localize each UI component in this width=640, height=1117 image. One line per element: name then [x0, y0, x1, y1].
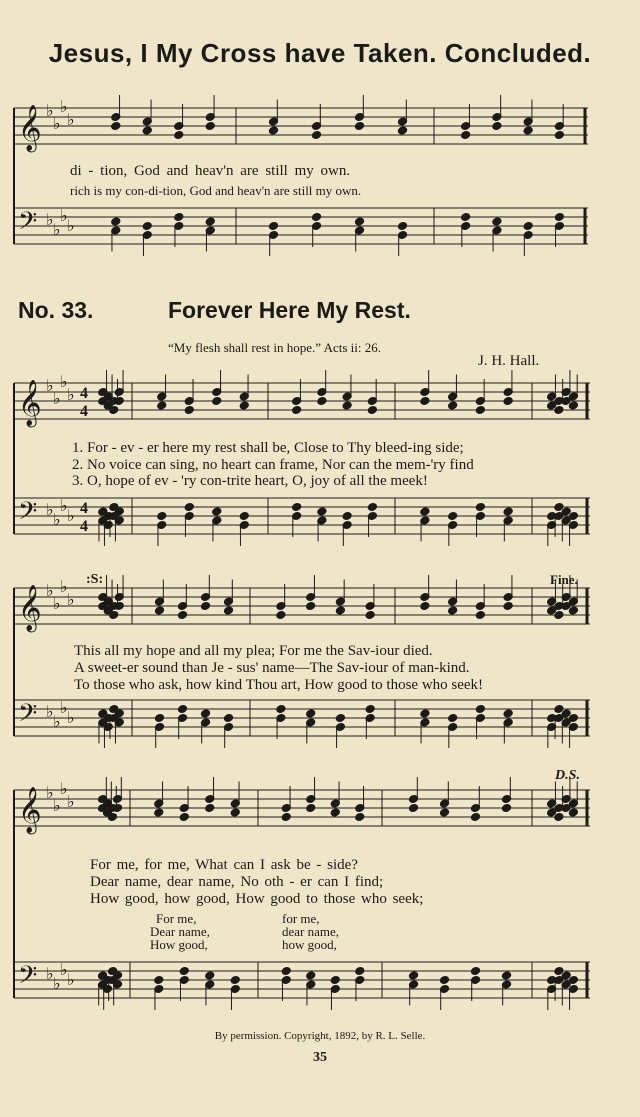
note-head [311, 131, 321, 140]
flat-sign: ♭ [60, 577, 68, 596]
note-head [355, 813, 365, 822]
note-head [179, 967, 189, 976]
note-head [174, 131, 184, 140]
note-head [157, 401, 167, 410]
flat-sign: ♭ [46, 500, 54, 519]
note-head [420, 709, 430, 718]
note-head [154, 714, 164, 723]
note-head [475, 503, 485, 512]
bass-words-3a: How good, [150, 937, 208, 952]
note-head [177, 611, 187, 620]
concluded-bass-clef: 𝄢 [18, 207, 38, 242]
flat-sign: ♭ [53, 510, 61, 529]
note-head [239, 401, 249, 410]
flat-sign: ♭ [67, 506, 75, 525]
note-head [501, 804, 511, 813]
page-number: 35 [313, 1050, 327, 1065]
note-head [223, 606, 233, 615]
note-head [268, 126, 278, 135]
system-1-bass-clef: 𝄢 [18, 497, 38, 532]
note-head [420, 602, 430, 611]
note-head [177, 705, 187, 714]
note-head [448, 401, 458, 410]
page-title: Jesus, I My Cross have Taken. Concluded. [48, 38, 592, 68]
hymn-title: Forever Here My Rest. [168, 297, 411, 323]
concluded-lyric-line-1: di - tion, God and heav'n are still my own. [70, 163, 351, 179]
note-head [448, 606, 458, 615]
bass-words-3b: how good, [282, 937, 337, 952]
note-head [306, 709, 316, 718]
flat-sign: ♭ [67, 970, 75, 989]
note-head [448, 512, 458, 521]
bass-words-1b: for me, [282, 911, 320, 926]
flat-sign: ♭ [46, 964, 54, 983]
note-head [448, 714, 458, 723]
verse-1-line-a: 1. For - ev - er here my rest shall be, Close to Thy bleed-ing side; [72, 440, 464, 456]
note-head [523, 126, 533, 135]
note-head [205, 217, 215, 226]
note-head [397, 126, 407, 135]
note-head [230, 808, 240, 817]
flat-sign: ♭ [67, 110, 75, 129]
flat-sign: ♭ [60, 698, 68, 717]
note-head [461, 131, 471, 140]
note-head [335, 714, 345, 723]
note-head [311, 213, 321, 222]
flat-sign: ♭ [53, 712, 61, 731]
note-head [503, 397, 513, 406]
flat-sign: ♭ [53, 114, 61, 133]
note-head [184, 503, 194, 512]
note-head [223, 714, 233, 723]
note-head [554, 131, 564, 140]
note-head [281, 967, 291, 976]
note-head [330, 808, 340, 817]
note-head [276, 705, 286, 714]
note-head [200, 602, 210, 611]
note-head [342, 401, 352, 410]
note-head [367, 406, 377, 415]
flat-sign: ♭ [60, 960, 68, 979]
note-head [367, 503, 377, 512]
note-head [503, 602, 513, 611]
note-head [154, 606, 164, 615]
note-head [408, 971, 418, 980]
system-3-treble-clef: 𝄞 [18, 787, 42, 833]
note-head [365, 705, 375, 714]
verse-1-line-b: This all my hope and all my plea; For me the Sav-iour died. [74, 643, 433, 659]
time-signature-top: 4 [80, 385, 88, 402]
copyright-notice: By permission. Copyright, 1892, by R. L. Selle. [214, 1030, 426, 1042]
note-head [365, 611, 375, 620]
flat-sign: ♭ [67, 792, 75, 811]
note-head [408, 804, 418, 813]
note-head [179, 813, 189, 822]
note-head [342, 512, 352, 521]
flat-sign: ♭ [46, 376, 54, 395]
note-head [292, 406, 302, 415]
flat-sign: ♭ [60, 779, 68, 798]
note-head [239, 512, 249, 521]
note-head [470, 813, 480, 822]
note-head [157, 512, 167, 521]
note-head [475, 611, 485, 620]
note-head [306, 602, 316, 611]
note-head [212, 397, 222, 406]
note-head [503, 507, 513, 516]
note-head [330, 976, 340, 985]
note-head [281, 813, 291, 822]
note-head [212, 507, 222, 516]
note-head [420, 507, 430, 516]
note-head [200, 709, 210, 718]
flat-sign: ♭ [53, 974, 61, 993]
fine-mark: Fine. [550, 572, 578, 587]
refrain-line-1: For me, for me, What can I ask be - side? [90, 857, 358, 873]
flat-sign: ♭ [46, 101, 54, 120]
note-head [205, 971, 215, 980]
note-head [205, 804, 215, 813]
system-1-treble-clef: 𝄞 [18, 380, 42, 426]
note-head [501, 971, 511, 980]
flat-sign: ♭ [46, 210, 54, 229]
flat-sign: ♭ [53, 220, 61, 239]
flat-sign: ♭ [60, 372, 68, 391]
flat-sign: ♭ [60, 97, 68, 116]
concluded-lyric-line-2: rich is my con-di-tion, God and heav'n are still my own. [70, 183, 362, 198]
flat-sign: ♭ [60, 206, 68, 225]
flat-sign: ♭ [67, 385, 75, 404]
segno-mark: :S: [86, 572, 104, 587]
time-signature-bottom: 4 [80, 403, 88, 420]
note-head [142, 222, 152, 231]
note-head [142, 126, 152, 135]
note-head [306, 971, 316, 980]
note-head [268, 222, 278, 231]
hymn-number: No. 33. [18, 297, 94, 323]
note-head [317, 507, 327, 516]
bass-words-2a: Dear name, [150, 924, 210, 939]
note-head [335, 606, 345, 615]
refrain-line-3: How good, how good, How good to those who seek; [90, 891, 424, 907]
note-head [205, 122, 215, 131]
time-signature-bottom: 4 [80, 518, 88, 535]
flat-sign: ♭ [60, 496, 68, 515]
note-head [475, 705, 485, 714]
composer: J. H. Hall. [478, 353, 540, 369]
note-head [111, 217, 121, 226]
system-3-bass-clef: 𝄢 [18, 961, 38, 996]
flat-sign: ♭ [67, 708, 75, 727]
note-head [292, 503, 302, 512]
refrain-line-2: Dear name, dear name, No oth - er can I find; [90, 874, 384, 890]
bass-words-2b: dear name, [282, 924, 340, 939]
note-head [354, 217, 364, 226]
note-head [230, 976, 240, 985]
flat-sign: ♭ [67, 590, 75, 609]
flat-sign: ♭ [53, 796, 61, 815]
note-head [184, 406, 194, 415]
note-head [354, 122, 364, 131]
verse-3-line-b: To those who ask, how kind Thou art, How good to those who seek! [74, 677, 484, 693]
flat-sign: ♭ [46, 581, 54, 600]
system-2-bass-clef: 𝄢 [18, 699, 38, 734]
bass-words-1a: For me, [156, 911, 197, 926]
note-head [492, 122, 502, 131]
time-signature-top: 4 [80, 500, 88, 517]
flat-sign: ♭ [46, 702, 54, 721]
verse-2-line-a: 2. No voice can sing, no heart can frame, Nor can the mem-'ry find [72, 457, 474, 473]
note-head [470, 967, 480, 976]
note-head [475, 406, 485, 415]
note-head [111, 122, 121, 131]
note-head [154, 808, 164, 817]
note-head [317, 397, 327, 406]
dal-segno-mark: D.S. [555, 768, 580, 783]
note-head [439, 976, 449, 985]
system-2-treble-clef: 𝄞 [18, 585, 42, 631]
note-head [276, 611, 286, 620]
note-head [492, 217, 502, 226]
note-head [461, 213, 471, 222]
note-head [523, 222, 533, 231]
flat-sign: ♭ [53, 389, 61, 408]
note-head [420, 397, 430, 406]
flat-sign: ♭ [67, 216, 75, 235]
note-head [439, 808, 449, 817]
note-head [306, 804, 316, 813]
note-head [355, 967, 365, 976]
verse-2-line-b: A sweet-er sound than Je - sus' name—The Sav-iour of man-kind. [74, 660, 470, 676]
concluded-treble-clef: 𝄞 [18, 105, 42, 151]
note-head [554, 213, 564, 222]
scripture-reference: “My flesh shall rest in hope.” Acts ii: 26. [168, 340, 382, 355]
flat-sign: ♭ [46, 783, 54, 802]
flat-sign: ♭ [53, 594, 61, 613]
note-head [397, 222, 407, 231]
note-head [174, 213, 184, 222]
note-head [154, 976, 164, 985]
verse-3-line-a: 3. O, hope of ev - 'ry con-trite heart, O, joy of all the meek! [72, 473, 428, 489]
note-head [503, 709, 513, 718]
